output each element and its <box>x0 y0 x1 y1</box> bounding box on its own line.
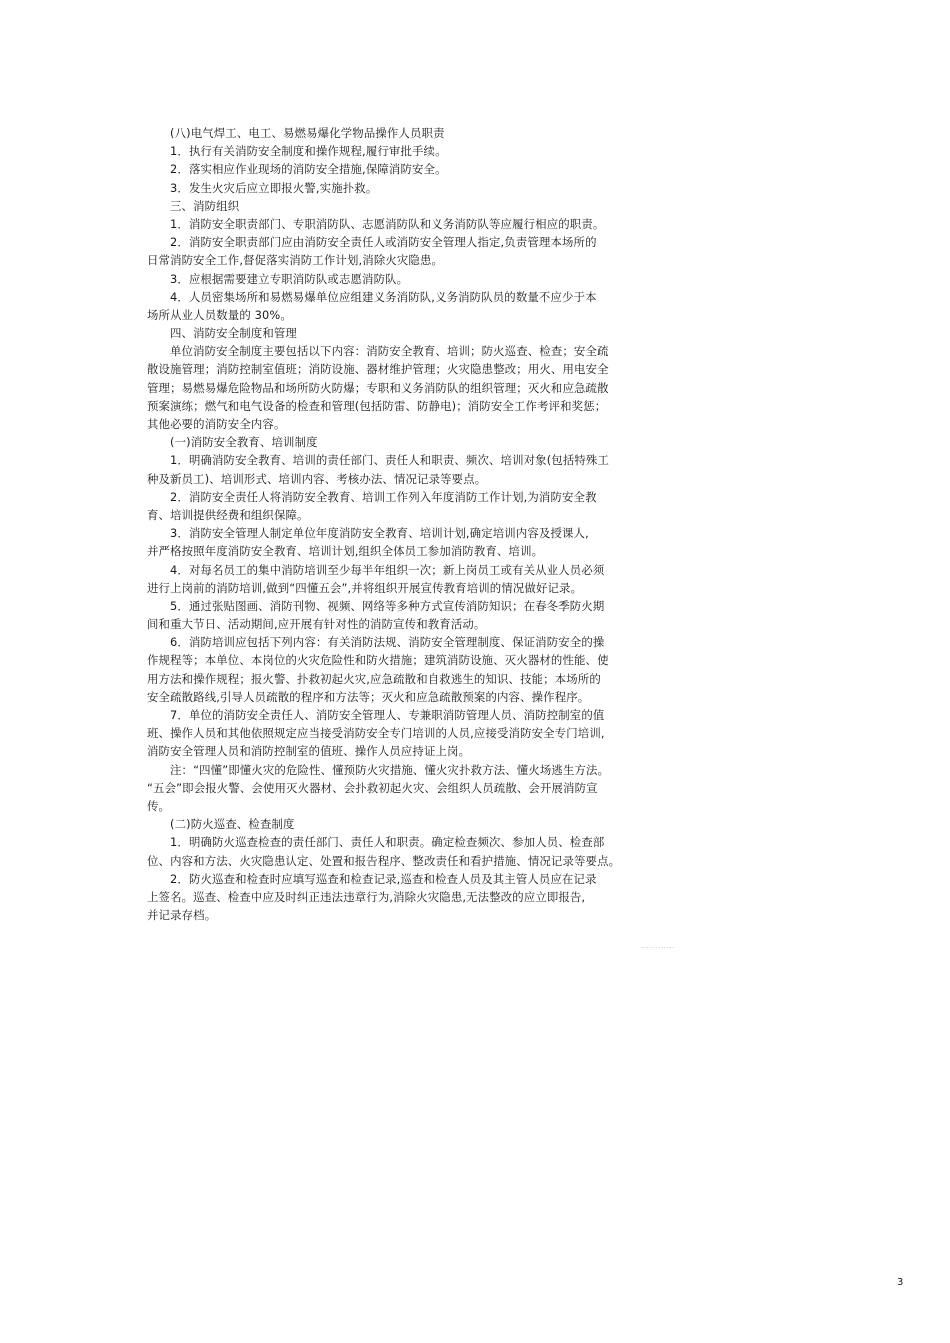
text-line: 位、内容和方法、火灾隐患认定、处置和报告程序、整改责任和看护措施、情况记录等要点。 <box>147 853 621 868</box>
text-line: 预案演练；燃气和电气设备的检查和管理(包括防雷、防静电)；消防安全工作考评和奖惩； <box>147 398 607 413</box>
text-line: 三、消防组织 <box>170 198 240 213</box>
text-line: 上签名。巡查、检查中应及时纠正违法违章行为,消除火灾隐患,无法整改的应立即报告, <box>147 889 586 904</box>
text-line: 作规程等；本单位、本岗位的火灾危险性和防火措施；建筑消防设施、灭火器材的性能、使 <box>147 653 609 668</box>
text-line: 进行上岗前的消防培训,做到“四懂五会”,并将组织开展宣传教育培训的情况做好记录。 <box>147 580 583 595</box>
text-line: 并记录存档。 <box>147 908 217 923</box>
text-line: 1．消防安全职责部门、专职消防队、志愿消防队和义务消防队等应履行相应的职责。 <box>170 216 605 231</box>
text-line: 3．发生火灾后应立即报火警,实施扑救。 <box>170 180 378 195</box>
text-line: 日常消防安全工作,督促落实消防工作计划,消除火灾隐患。 <box>147 253 444 268</box>
footer-mark: ………… <box>641 941 675 950</box>
text-line: 管理；易燃易爆危险物品和场所防火防爆；专职和义务消防队的组织管理；灭火和应急疏散 <box>147 380 609 395</box>
text-line: 7．单位的消防安全责任人、消防安全管理人、专兼职消防管理人员、消防控制室的值 <box>170 708 605 722</box>
text-line: 散设施管理；消防控制室值班；消防设施、器材维护管理；火灾隐患整改；用火、用电安全 <box>147 362 609 377</box>
text-line: 四、消防安全制度和管理 <box>170 326 297 341</box>
text-line: 间和重大节日、活动期间,应开展有针对性的消防宣传和教育活动。 <box>147 617 486 632</box>
text-line: 2．消防安全职责部门应由消防安全责任人或消防安全管理人指定,负责管理本场所的 <box>170 235 597 250</box>
text-line: 场所从业人员数量的 30%。 <box>147 307 292 322</box>
text-line: 其他必要的消防安全内容。 <box>147 417 286 431</box>
text-line: 传。 <box>147 798 171 813</box>
text-line: 安全疏散路线,引导人员疏散的程序和方法等；灭火和应急疏散预案的内容、操作程序。 <box>147 689 590 704</box>
text-line: 并严格按照年度消防安全教育、培训计划,组织全体员工参加消防教育、培训。 <box>147 544 544 559</box>
text-line: 5．通过张贴图画、消防刊物、视频、网络等多种方式宣传消防知识；在春冬季防火期 <box>170 598 605 613</box>
document-body <box>147 124 637 924</box>
text-line: (二)防火巡查、检查制度 <box>170 817 295 832</box>
text-line: 育、培训提供经费和组织保障。 <box>147 507 309 522</box>
text-line: 4．对每名员工的集中消防培训至少每半年组织一次；新上岗员工或有关从业人员必须 <box>170 562 605 577</box>
text-line: 1．执行有关消防安全制度和操作规程,履行审批手续。 <box>170 144 447 159</box>
text-line: (一)消防安全教育、培训制度 <box>170 435 318 450</box>
text-line: 3．应根据需要建立专职消防队或志愿消防队。 <box>170 271 409 286</box>
text-line: “五会”即会报火警、会使用灭火器材、会扑救初起火灾、会组织人员疏散、会开展消防宣 <box>147 780 598 795</box>
text-line: 注：“四懂”即懂火灾的危险性、懂预防火灾措施、懂火灾扑救方法、懂火场逃生方法。 <box>170 762 610 777</box>
text-line: 2．落实相应作业现场的消防安全措施,保障消防安全。 <box>170 162 447 177</box>
text-line: 种及新员工)、培训形式、培训内容、考核办法、情况记录等要点。 <box>147 471 487 486</box>
text-line: 消防安全管理人员和消防控制室的值班、操作人员应持证上岗。 <box>147 744 471 759</box>
text-line: 班、操作人员和其他依照规定应当接受消防安全专门培训的人员,应接受消防安全专门培训, <box>147 726 605 741</box>
text-line: 6．消防培训应包括下列内容：有关消防法规、消防安全管理制度、保证消防安全的操 <box>170 635 605 650</box>
text-line: 用方法和操作规程；报火警、扑救初起火灾,应急疏散和自救逃生的知识、技能；本场所的 <box>147 671 601 686</box>
text-line: 1．明确消防安全教育、培训的责任部门、责任人和职责、频次、培训对象(包括特殊工 <box>170 453 609 468</box>
text-line: 4．人员密集场所和易燃易爆单位应组建义务消防队,义务消防队员的数量不应少于本 <box>170 289 597 304</box>
text-line: 1．明确防火巡查检查的责任部门、责任人和职责。确定检查频次、参加人员、检查部 <box>170 835 605 850</box>
page-number: 3 <box>897 1277 904 1288</box>
text-line: 2．消防安全责任人将消防安全教育、培训工作列入年度消防工作计划,为消防安全教 <box>170 489 597 504</box>
text-line: 3．消防安全管理人制定单位年度消防安全教育、培训计划,确定培训内容及授课人, <box>170 526 589 541</box>
text-line: 单位消防安全制度主要包括以下内容：消防安全教育、培训；防火巡查、检查；安全疏 <box>170 344 609 359</box>
text-line: 2．防火巡查和检查时应填写巡查和检查记录,巡查和检查人员及其主管人员应在记录 <box>170 871 597 886</box>
text-line: (八)电气焊工、电工、易燃易爆化学物品操作人员职责 <box>170 126 445 140</box>
